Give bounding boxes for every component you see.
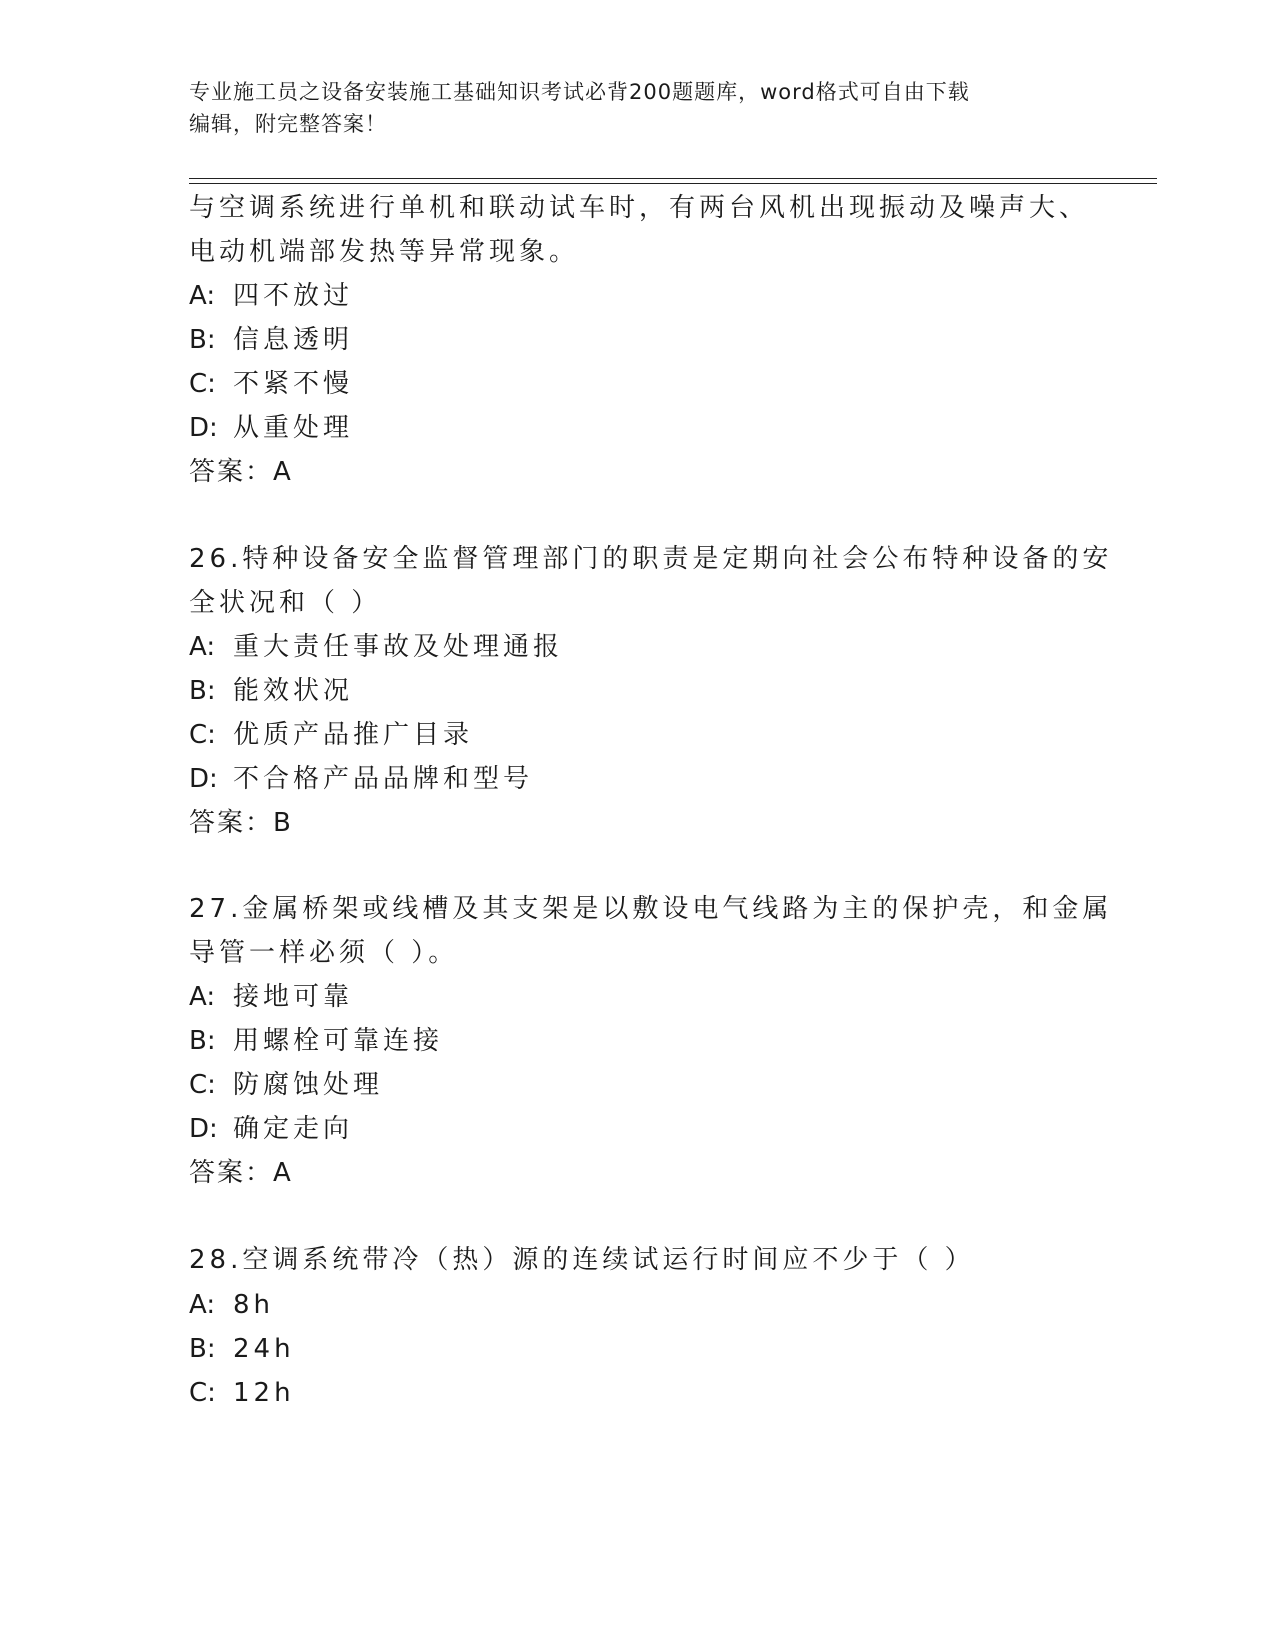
question-27-line-2: 导管一样必须（ ）。 bbox=[189, 938, 459, 968]
option-text: 优质产品推广目录 bbox=[233, 720, 474, 750]
option-d bbox=[189, 405, 353, 451]
option-text: 用螺栓可靠连接 bbox=[233, 1026, 444, 1056]
option-c bbox=[189, 1370, 295, 1416]
answer-line: 答案：A bbox=[189, 457, 293, 487]
answer-line: 答案：B bbox=[189, 808, 293, 838]
option-text: 从重处理 bbox=[233, 413, 354, 443]
option-text: 四不放过 bbox=[233, 281, 354, 311]
option-c bbox=[189, 361, 353, 407]
option-text: 接地可靠 bbox=[233, 982, 354, 1012]
option-label: B: bbox=[189, 1026, 216, 1056]
option-label: A: bbox=[189, 982, 216, 1012]
option-text: 24h bbox=[233, 1334, 295, 1364]
question-text-line: 与空调系统进行单机和联动试车时，有两台风机出现振动及噪声大、 bbox=[189, 193, 1090, 223]
option-text: 不合格产品品牌和型号 bbox=[233, 764, 534, 794]
option-b bbox=[189, 317, 353, 363]
option-a bbox=[189, 1282, 274, 1328]
option-label: C: bbox=[189, 720, 216, 750]
option-label: D: bbox=[189, 764, 218, 794]
option-text: 信息透明 bbox=[233, 325, 354, 355]
option-text: 8h bbox=[233, 1290, 275, 1320]
option-b bbox=[189, 1326, 295, 1372]
option-text: 不紧不慢 bbox=[233, 369, 354, 399]
option-c bbox=[189, 712, 473, 758]
option-text: 确定走向 bbox=[233, 1114, 354, 1144]
option-text: 能效状况 bbox=[233, 676, 354, 706]
document-header bbox=[189, 76, 1089, 140]
header-line-2: 编辑，附完整答案！ bbox=[189, 112, 387, 136]
option-a bbox=[189, 974, 353, 1020]
header-line-1: 专业施工员之设备安装施工基础知识考试必背200题题库，word格式可自由下载 bbox=[189, 80, 970, 104]
header-divider-top bbox=[189, 178, 1157, 179]
option-a bbox=[189, 624, 563, 670]
question-27-line-1: 27.金属桥架或线槽及其支架是以敷设电气线路为主的保护壳，和金属 bbox=[189, 894, 1113, 924]
option-label: C: bbox=[189, 1378, 216, 1408]
answer-line: 答案：A bbox=[189, 1158, 293, 1188]
option-a bbox=[189, 273, 353, 319]
option-label: C: bbox=[189, 369, 216, 399]
option-text: 防腐蚀处理 bbox=[233, 1070, 384, 1100]
option-label: D: bbox=[189, 413, 218, 443]
option-label: B: bbox=[189, 676, 216, 706]
option-d bbox=[189, 1106, 353, 1152]
question-28-line-1: 28.空调系统带冷（热）源的连续试运行时间应不少于（ ） bbox=[189, 1245, 975, 1275]
option-label: A: bbox=[189, 1290, 216, 1320]
question-26-line-2: 全状况和（ ） bbox=[189, 588, 382, 618]
option-b bbox=[189, 668, 353, 714]
option-text: 重大责任事故及处理通报 bbox=[233, 632, 564, 662]
option-label: B: bbox=[189, 1334, 216, 1364]
option-label: B: bbox=[189, 325, 216, 355]
question-text-line: 电动机端部发热等异常现象。 bbox=[189, 237, 580, 267]
option-label: C: bbox=[189, 1070, 216, 1100]
question-26-line-1: 26.特种设备安全监督管理部门的职责是定期向社会公布特种设备的安 bbox=[189, 544, 1113, 574]
option-label: A: bbox=[189, 632, 216, 662]
option-d bbox=[189, 756, 533, 802]
option-c bbox=[189, 1062, 383, 1108]
option-b bbox=[189, 1018, 443, 1064]
option-label: D: bbox=[189, 1114, 218, 1144]
option-text: 12h bbox=[233, 1378, 295, 1408]
header-divider-bottom bbox=[189, 183, 1157, 184]
option-label: A: bbox=[189, 281, 216, 311]
